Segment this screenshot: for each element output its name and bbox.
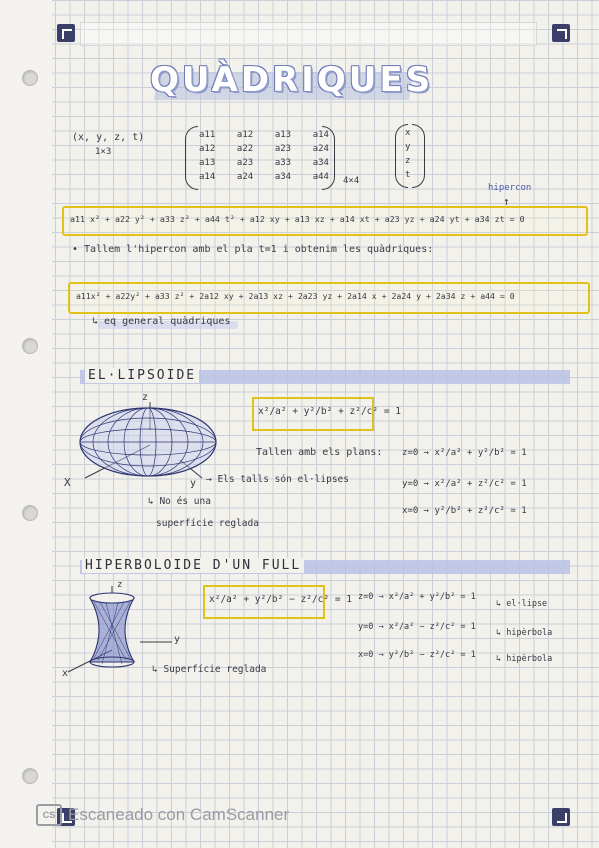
vector-entry: t (405, 170, 411, 180)
hyperboloid-heading: HIPERBOLOIDE D'UN FULL (82, 558, 304, 573)
hipercon-label: hipercon (488, 183, 532, 193)
matrix-cell: a13 (274, 130, 292, 140)
general-label: ↳ eq general quàdriques (92, 316, 231, 327)
matrix-row (199, 144, 329, 154)
matrix-cell: a44 (312, 172, 329, 182)
corner-marker-icon (57, 24, 75, 42)
matrix-cell: a12 (199, 144, 216, 154)
ellipsoid-cut: y=0 → x²/a² + z²/c² = 1 (402, 479, 527, 489)
hipercon-equation: a11 x² + a22 y² + a33 z² + a44 t² + a12 xy + a13 xz + a14 xt + a23 yz + a24 yt + a34 zt = 0 (70, 214, 525, 224)
corner-marker-icon (552, 808, 570, 826)
ellipsoid-heading: EL·LIPSOIDE (85, 368, 199, 383)
vector-entries (405, 126, 410, 182)
matrix-row (199, 130, 329, 140)
vector-entry: y (405, 142, 411, 152)
hyper-axis-z: z (117, 580, 123, 590)
hyperboloid-shape (90, 598, 134, 662)
hyper-axis-x: x (62, 668, 69, 679)
header-box (80, 22, 537, 46)
matrix-cell: a23 (236, 158, 254, 168)
hyperboloid-cut-result: ↳ hipèrbola (496, 654, 553, 664)
ellipsoid-equation: x²/a² + y²/b² + z²/c² = 1 (258, 406, 401, 417)
axis-x-label: X (64, 476, 71, 489)
matrix-row (199, 158, 329, 168)
binder-hole (22, 505, 38, 521)
vector-right-paren (412, 124, 425, 188)
note-ruled: ↳ Superfície reglada (152, 664, 267, 675)
dim-right: 4×4 (343, 176, 360, 186)
matrix-row (199, 172, 329, 182)
hyperboloid-cut-result: ↳ hipèrbola (496, 628, 553, 638)
hyperboloid-cut-result: ↳ el·lipse (496, 599, 548, 609)
general-equation: a11x² + a22y² + a33 z² + 2a12 xy + 2a13 xz + 2a23 yz + 2a14 x + 2a24 y + 2a34 z + a44 = 0 (76, 291, 515, 301)
axis-z-label: z (142, 392, 149, 403)
matrix-cell: a14 (312, 130, 329, 140)
page-title: QUÀDRIQUES (150, 60, 434, 100)
hyperboloid-equation: x²/a² + y²/b² − z²/c² = 1 (209, 594, 352, 605)
matrix-cell: a14 (199, 172, 216, 182)
hyperboloid-cut: z=0 → x²/a² + y²/b² = 1 (358, 592, 476, 602)
matrix-left-paren (185, 126, 198, 190)
binder-hole (22, 70, 38, 86)
scanner-watermark (36, 804, 289, 826)
matrix-cell: a13 (199, 158, 216, 168)
bullet-text: • Tallem l'hipercon amb el pla t=1 i obtenim les quàdriques: (72, 244, 434, 255)
dim-left: 1×3 (95, 147, 112, 157)
variables-vector: (x, y, z, t) (72, 132, 145, 143)
hyperboloid-cut: x=0 → y²/b² − z²/c² = 1 (358, 650, 476, 660)
matrix-cell: a34 (274, 172, 292, 182)
corner-marker-icon (552, 24, 570, 42)
watermark-text: Escaneado con CamScanner (68, 805, 290, 824)
ellipsoid-cut: x=0 → y²/b² + z²/c² = 1 (402, 506, 527, 516)
note-not-ruled-2: superfície reglada (156, 518, 259, 529)
up-arrow-icon: ↑ (503, 195, 510, 208)
cuts-intro: Tallen amb els plans: (256, 447, 383, 458)
note-cuts: → Els talls són el·lipses (206, 474, 349, 485)
column-vector (395, 124, 425, 186)
page-margin (0, 0, 52, 848)
hyper-axis-y: y (174, 634, 181, 645)
ellipsoid-cut: z=0 → x²/a² + y²/b² = 1 (402, 448, 527, 458)
matrix-cell: a11 (199, 130, 216, 140)
matrix-cell: a34 (312, 158, 329, 168)
matrix-cell: a33 (274, 158, 292, 168)
matrix-cell: a22 (236, 144, 254, 154)
matrix-cell: a23 (274, 144, 292, 154)
binder-hole (22, 338, 38, 354)
matrix-cell: a12 (236, 130, 254, 140)
hyperboloid-cut: y=0 → x²/a² − z²/c² = 1 (358, 622, 476, 632)
vector-entry: x (405, 128, 411, 138)
note-not-ruled: ↳ No és una (148, 496, 211, 507)
matrix-cell: a24 (236, 172, 254, 182)
axis-y-label: y (190, 478, 197, 489)
camscanner-logo-icon: CS (36, 804, 62, 826)
binder-hole (22, 768, 38, 784)
vector-entry: z (405, 156, 411, 166)
matrix-cell: a24 (312, 144, 329, 154)
coefficient-matrix (185, 126, 335, 186)
